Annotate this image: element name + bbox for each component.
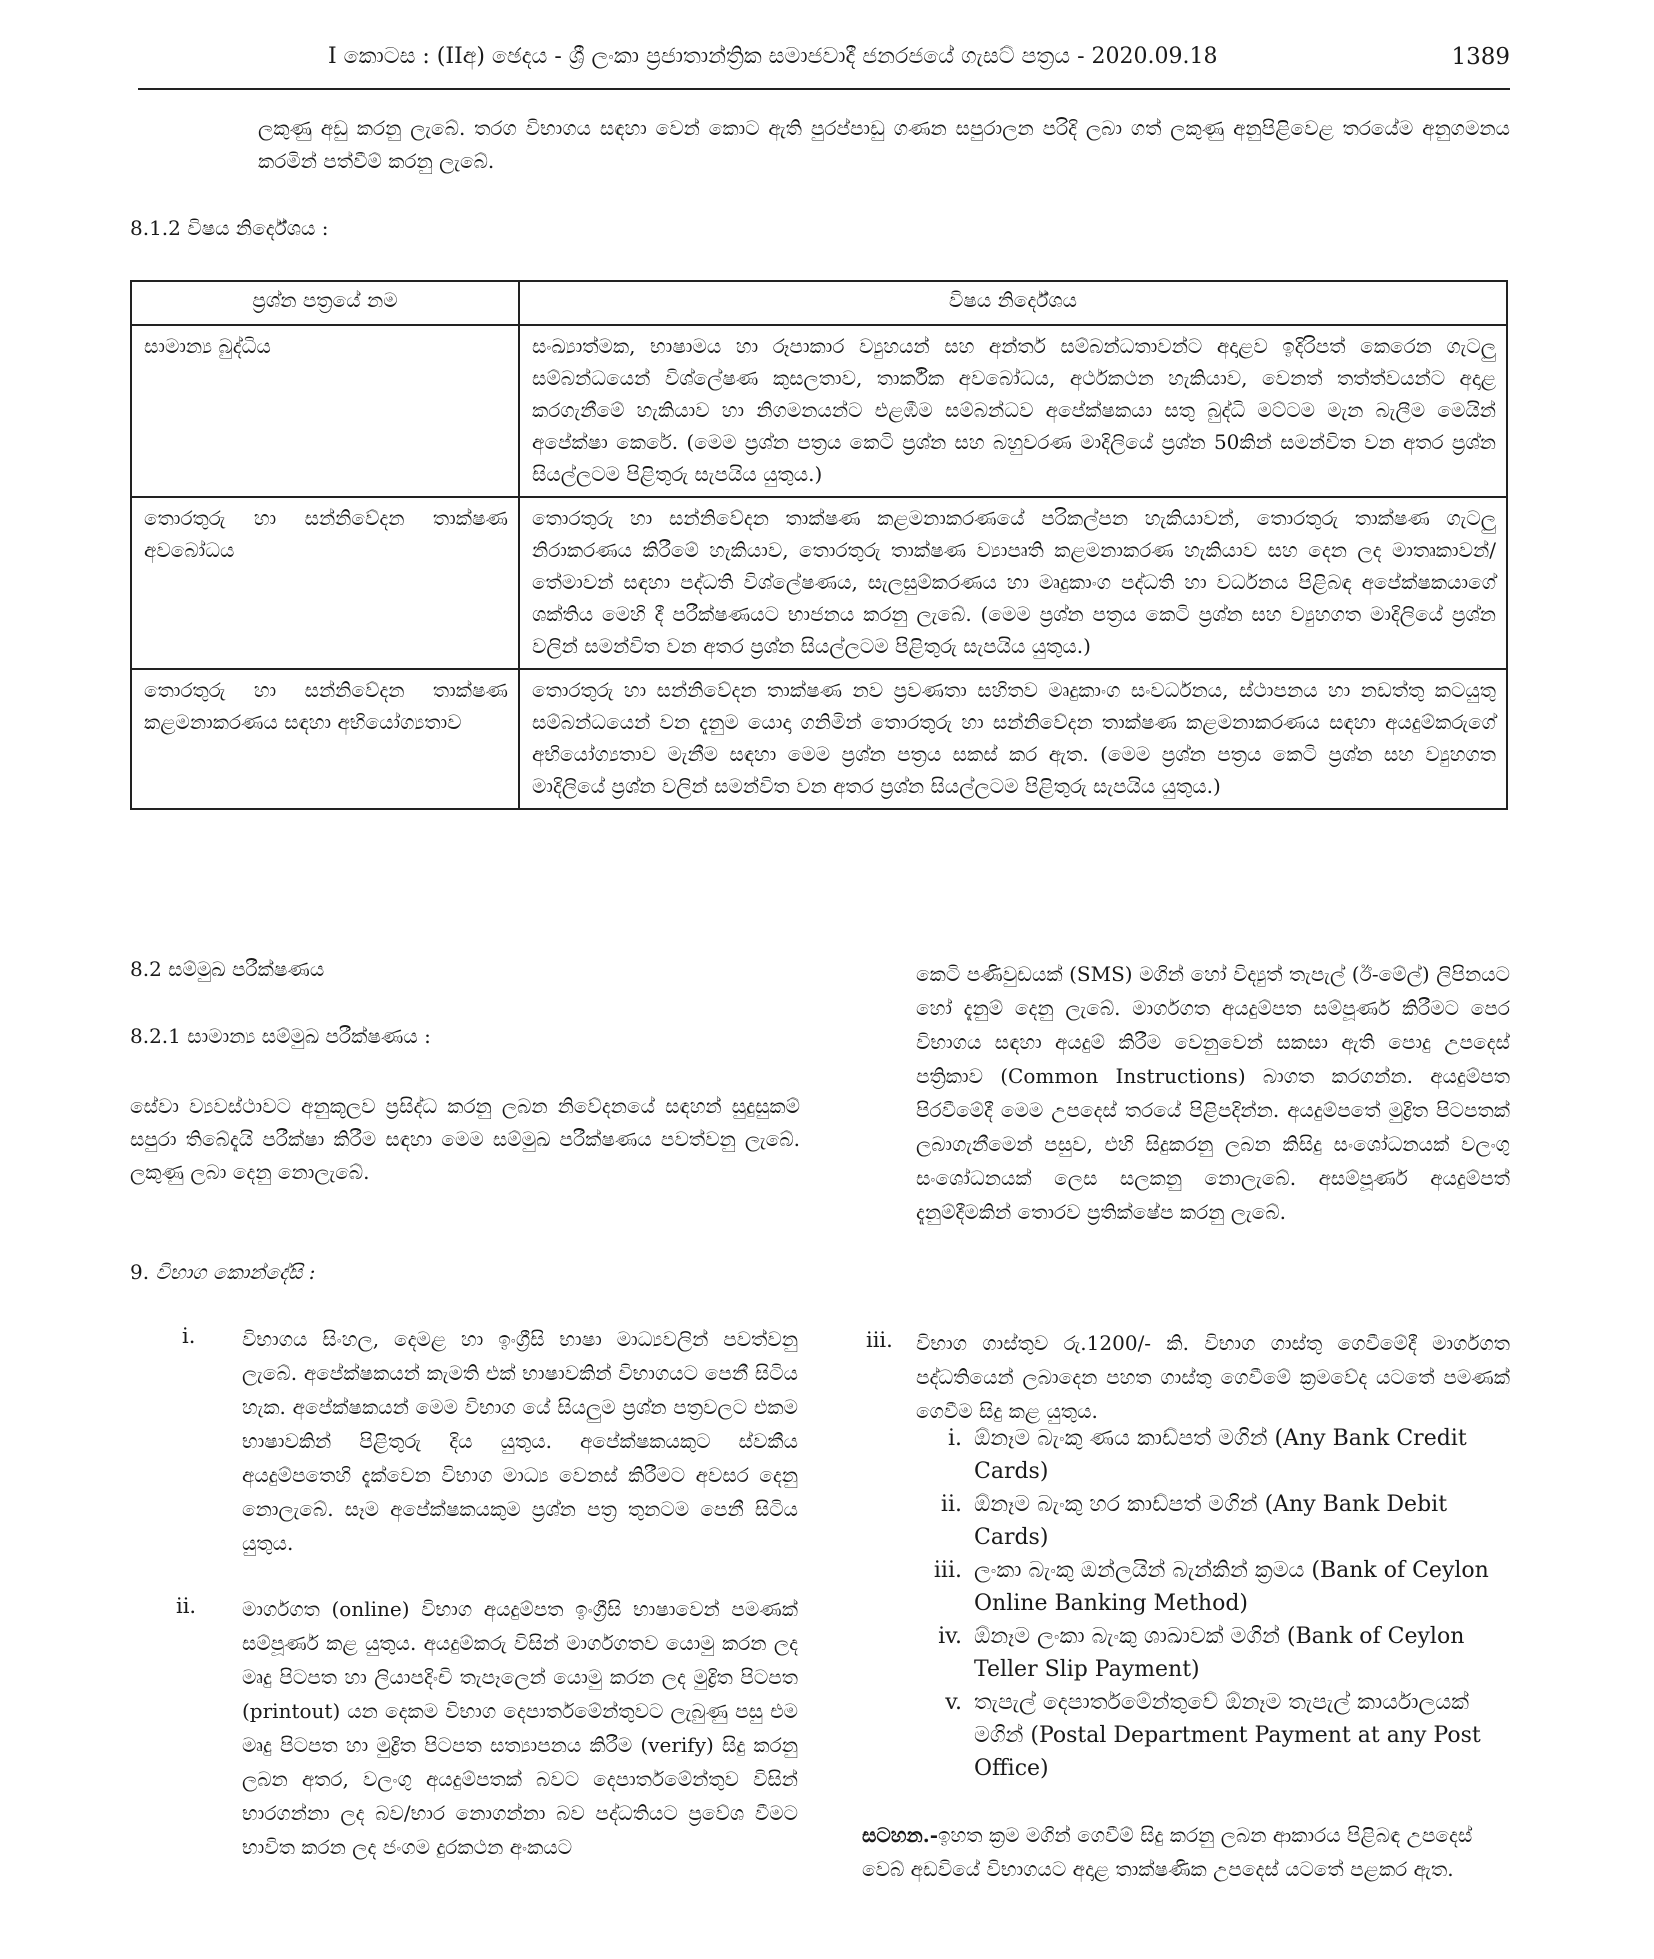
header-title: I කොටස : (IIඅ) ඡෙදය - ශ්‍රී ලංකා ප්‍රජාතාන්ත්‍රික සමාජවාදී ජනරජයේ ගැසට් පත්‍රය - 2020.09.18 bbox=[328, 44, 1218, 69]
note-label: සටහන.- bbox=[862, 1823, 939, 1847]
list-item-text: ඕනෑම ලංකා බැංකු ශාඛාවක් මගින් (Bank of Ceylon Teller Slip Payment) bbox=[974, 1624, 1465, 1682]
item-numeral-ii: ii. bbox=[176, 1594, 197, 1618]
list-item-text: ඕනෑම බැංකු හර කාඩ්පත් මගින් (Any Bank Debit Cards) bbox=[974, 1492, 1448, 1550]
condition-item-ii-continued: කෙටි පණිවුඩයක් (SMS) මගින් හෝ විද්‍යුත් තැපැල් (ඊ-මේල්) ලිපිනයට හෝ දැනුම් දෙනු ලැබේ. මාර්ගගත අයදුම්පත සම්පූර්ණ කිරීමට පෙර විභාගය සඳහා අයදුම් කිරීම වෙනුවෙන් සකසා ඇති පොදු උපදෙස් පත්‍රිකාව (Common Instructions) බාගත කරගන්න. අයදුම්පත පිරවීමේදී මෙම උපදෙස් තරයේ පිළිපදින්න. අයදුම්පතේ මුද්‍රිත පිටපතක් ලබාගැනීමෙන් පසුව, එහි සිදුකරනු ලබන කිසිදු සංශෝධනයක් වලංගු සංශෝධනයක් ලෙස සලකනු නොලැබේ. අසම්පූර්ණ අයදුම්පත් දැනුම්දීමකින් තොරව ප්‍රතික්ෂේප කරනු ලැබේ. bbox=[916, 962, 1510, 1224]
column-header-paper-name: ප්‍රශ්න පත්‍රයේ නම bbox=[131, 281, 519, 325]
column-header-syllabus: විෂය නිර්දේශය bbox=[519, 281, 1507, 325]
list-item-text: ලංකා බැංකු ඔන්ලයින් බැන්කින් ක්‍රමය (Bank of Ceylon Online Banking Method) bbox=[974, 1558, 1489, 1616]
payment-methods-list bbox=[916, 1422, 1510, 1785]
subject-table bbox=[130, 280, 1508, 810]
list-numeral: ii. bbox=[940, 1492, 962, 1517]
condition-item-iii: විභාග ගාස්තුව රු.1200/- කි. විභාග ගාස්තු ගෙවීමේදී මාර්ගගත පද්ධතියෙන් ලබාදෙන පහත ගාස්තු ගෙවීමේ ක්‍රමවේද යටතේ පමණක් ගෙවීම සිදු කළ යුතුය. bbox=[916, 1331, 1510, 1423]
table-header-row bbox=[131, 281, 1507, 325]
list-item bbox=[916, 1488, 1510, 1554]
note-text: ඉහත ක්‍රම මගින් ගෙවීම් සිදු කරනු ලබන ආකාරය පිළිබඳ උපදෙස් වෙබ් අඩවියේ විභාගයට අදාළ තාක්ෂණික උපදෙස් යටතේ පළකර ඇත. bbox=[862, 1823, 1473, 1881]
paper-name-cell: තොරතුරු හා සන්නිවේදන තාක්ෂණ අවබෝධය bbox=[131, 497, 519, 669]
list-item bbox=[916, 1422, 1510, 1488]
paper-name-cell: තොරතුරු හා සන්නිවේදන තාක්ෂණ කළමනාකරණය සඳහා අභියෝග්‍යතාව bbox=[131, 669, 519, 809]
table-row bbox=[131, 497, 1507, 669]
syllabus-cell: තොරතුරු හා සන්නිවේදන තාක්ෂණ කළමනාකරණයේ පරිකල්පන හැකියාවන්, තොරතුරු තාක්ෂණ ගැටලු නිරාකරණය කිරීමේ හැකියාව, තොරතුරු තාක්ෂණ ව්‍යාපෘති කළමනාකරණ හැකියාව සහ දෙන ලද මාතෘකාවන්/තේමාවන් සඳහා පද්ධති විශ්ලේෂණය, සැලසුම්කරණය හා මෘදුකාංග පද්ධති හා වර්ධනය පිළිබඳ අපේක්ෂකයාගේ ශක්තිය මෙහි දී පරීක්ෂණයට භාජනය කරනු ලැබේ. (මෙම ප්‍රශ්න පත්‍රය කෙටි ප්‍රශ්න සහ ව්‍යුහගත මාදිලියේ ප්‍රශ්න වලින් සමන්විත වන අතර ප්‍රශ්න සියල්ලටම පිළිතුරු සැපයිය යුතුය.) bbox=[519, 497, 1507, 669]
header-divider bbox=[138, 88, 1510, 90]
table-row bbox=[131, 325, 1507, 497]
item-numeral-iii: iii. bbox=[866, 1328, 893, 1352]
page-header bbox=[138, 44, 1510, 86]
section-number: 9. bbox=[130, 1260, 150, 1284]
section-heading-8-2-1: 8.2.1 සාමාන්‍ය සම්මුඛ පරීක්ෂණය : bbox=[130, 1024, 431, 1048]
section-heading-9 bbox=[130, 1260, 315, 1284]
list-item bbox=[916, 1554, 1510, 1620]
list-item-text: තැපැල් දෙපාර්තමේන්තුවේ ඕනෑම තැපැල් කාර්යාලයක් මගින් (Postal Department Payment at any Post Office) bbox=[974, 1690, 1481, 1781]
section-heading-8-2: 8.2 සම්මුඛ පරීක්ෂණය bbox=[130, 957, 325, 981]
condition-item-i: විභාගය සිංහල, දෙමළ හා ඉංග්‍රීසි භාෂා මාධ්‍යවලින් පවත්වනු ලැබේ. අපේක්ෂකයන් කැමති එක් භාෂාවකින් විභාගයට පෙනී සිටිය හැක. අපේක්ෂකයන් මෙම විභාග යේ සියලුම ප්‍රශ්න පත්‍රවලට එකම භාෂාවකින් පිළිතුරු දිය යුතුය. අපේක්ෂකයකුට ස්වකීය අයදුම්පතෙහි දැක්වෙන විභාග මාධ්‍ය වෙනස් කිරීමට අවසර දෙනු නොලැබේ. සෑම අපේක්ෂකයකුම ප්‍රශ්න පත්‍ර තුනටම පෙනී සිටිය යුතුය. bbox=[242, 1327, 798, 1555]
note-paragraph bbox=[862, 1818, 1510, 1886]
list-numeral: iv. bbox=[938, 1624, 962, 1649]
syllabus-cell: තොරතුරු හා සන්නිවේදන තාක්ෂණ නව ප්‍රවණතා සහිතව මෘදුකාංග සංවර්ධනය, ස්ථාපනය හා නඩත්තු කටයුතු සම්බන්ධයෙන් වන දැනුම යොදා ගනිමින් තොරතුරු හා සන්නිවේදන තාක්ෂණ කළමනාකරණය සඳහා අයදුම්කරුගේ අභියෝග්‍යතාව මැනීම සඳහා මෙම ප්‍රශ්න පත්‍රය සකස් කර ඇත. (මෙම ප්‍රශ්න පත්‍රය කෙටි ප්‍රශ්න සහ ව්‍යුහගත මාදිලියේ ප්‍රශ්න වලින් සමන්විත වන අතර ප්‍රශ්න සියල්ලටම පිළිතුරු සැපයිය යුතුය.) bbox=[519, 669, 1507, 809]
list-numeral: v. bbox=[945, 1690, 962, 1715]
condition-item-ii: මාර්ගගත (online) විභාග අයදුම්පත ඉංග්‍රීසි භාෂාවෙන් පමණක් සම්පූර්ණ කළ යුතුය. අයදුම්කරු විසින් මාර්ගගතව යොමු කරන ලද මෘදු පිටපත හා ලියාපදිංචි තැපෑලෙන් යොමු කරන ලද මුද්‍රිත පිටපත (printout) යන දෙකම විභාග දෙපාර්තමේන්තුවට ලැබුණු පසු එම මෘදු පිටපත හා මුද්‍රිත පිටපත සත්‍යාපනය කිරීම (verify) සිදු කරනු ලබන අතර, වලංගු අයදුම්පතක් බවට දෙපාර්තමේන්තුව විසින් භාරගන්නා ලද බව/භාර නොගන්නා බව පද්ධතියට ප්‍රවේශ වීමට භාවිත කරන ලද ජංගම දුරකථන අංකයට bbox=[242, 1597, 798, 1859]
section-heading-8-1-2: 8.1.2 විෂය නිර්දේශය : bbox=[130, 216, 329, 240]
list-numeral: i. bbox=[947, 1426, 962, 1451]
item-numeral-i: i. bbox=[182, 1324, 196, 1348]
list-item bbox=[916, 1686, 1510, 1785]
section-title: විභාග කොන්දේසි : bbox=[155, 1260, 316, 1284]
list-item-text: ඕනෑම බැංකු ණය කාඩ්පත් මගින් (Any Bank Credit Cards) bbox=[974, 1426, 1467, 1484]
list-item bbox=[916, 1620, 1510, 1686]
page-number: 1389 bbox=[1451, 44, 1510, 70]
table-row bbox=[131, 669, 1507, 809]
list-numeral: iii. bbox=[933, 1558, 962, 1583]
paper-name-cell: සාමාන්‍ය බුද්ධිය bbox=[131, 325, 519, 497]
syllabus-cell: සංඛ්‍යාත්මක, භාෂාමය හා රූපාකාර ව්‍යුහයන් සහ අන්තර් සම්බන්ධතාවන්ට අදාළව ඉදිරිපත් කෙරෙන ගැටලු සම්බන්ධයෙන් විශ්ලේෂණ කුසලතාව, තාර්කික අවබෝධය, අර්ථකථන හැකියාව, වෙනත් තත්ත්වයන්ට අදාළ කරගැනීමේ හැකියාව හා නිගමනයන්ට එළඹීම සම්බන්ධව අපේක්ෂකයා සතු බුද්ධි මට්ටම මැන බැලීම මෙයින් අපේක්ෂා කෙරේ. (මෙම ප්‍රශ්න පත්‍රය කෙටි ප්‍රශ්න සහ බහුවරණ මාදිලියේ ප්‍රශ්න 50කින් සමන්විත වන අතර ප්‍රශ්න සියල්ලටම පිළිතුරු සැපයිය යුතුය.) bbox=[519, 325, 1507, 497]
interview-paragraph: සේවා ව්‍යවස්ථාවට අනුකූලව ප්‍රසිද්ධ කරනු ලබන නිවේදනයේ සඳහන් සුදුසුකම් සපුරා තිබේදැයි පරීක්ෂා කිරීම සඳහා මෙම සම්මුඛ පරීක්ෂණය පවත්වනු ලැබේ. ලකුණු ලබා දෙනු නොලැබේ. bbox=[130, 1094, 800, 1184]
intro-paragraph: ලකුණු අඩු කරනු ලැබේ. තරග විභාගය සඳහා වෙන් කොට ඇති පුරප්පාඩු ගණන සපුරාලන පරිදි ලබා ගත් ලකුණු අනුපිළිවෙළ තරයේම අනුගමනය කරමින් පත්වීම් කරනු ලැබේ. bbox=[258, 116, 1510, 173]
